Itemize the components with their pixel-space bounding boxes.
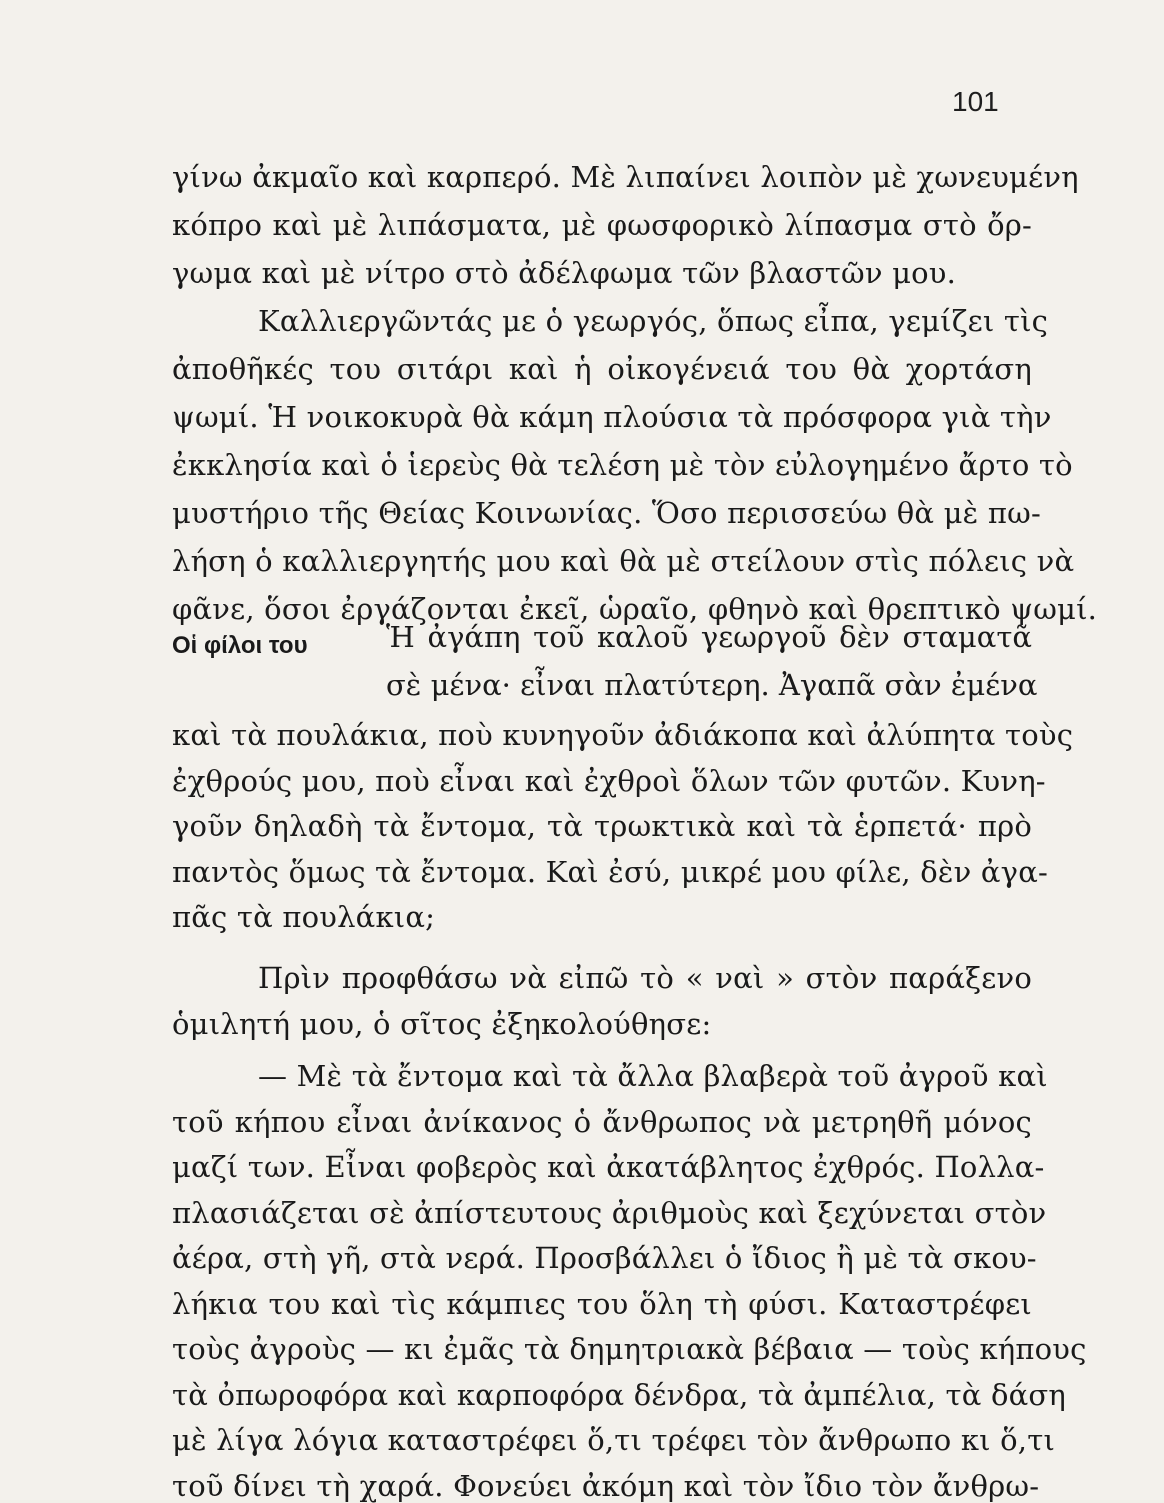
text-line: λήκια του καὶ τὶς κάμπιες του ὅλη τὴ φύσι. Καταστρέφει	[172, 1287, 1032, 1321]
text-line: καὶ τὰ πουλάκια, ποὺ κυνηγοῦν ἀδιάκοπα καὶ ἀλύπητα τοὺς	[172, 718, 1074, 752]
text-line: τὰ ὀπωροφόρα καὶ καρποφόρα δένδρα, τὰ ἀμπέλια, τὰ δάση	[172, 1378, 1066, 1412]
text-line: Ἡ ἀγάπη τοῦ καλοῦ γεωργοῦ δὲν σταματᾶ	[386, 620, 1032, 654]
text-line: ψωμί. Ἡ νοικοκυρὰ θὰ κάμη πλούσια τὰ πρόσφορα γιὰ τὴν	[172, 400, 1052, 434]
text-line: γοῦν δηλαδὴ τὰ ἔντομα, τὰ τρωκτικὰ καὶ τὰ ἑρπετά· πρὸ	[172, 809, 1032, 843]
text-line: πᾶς τὰ πουλάκια;	[172, 900, 436, 934]
text-line: πλασιάζεται σὲ ἀπίστευτους ἀριθμοὺς καὶ ξεχύνεται στὸν	[172, 1196, 1047, 1230]
text-line: μυστήριο τῆς Θείας Κοινωνίας. Ὅσο περισσεύω θὰ μὲ πω-	[172, 496, 1041, 530]
text-line: παντὸς ὅμως τὰ ἔντομα. Καὶ ἐσύ, μικρέ μου φίλε, δὲν ἀγα-	[172, 855, 1048, 889]
text-line: γίνω ἀκμαῖο καὶ καρπερό. Μὲ λιπαίνει λοιπὸν μὲ χωνευμένη	[172, 160, 1079, 194]
text-line: σὲ μένα· εἶναι πλατύτερη. Ἀγαπᾶ σὰν ἐμένα	[386, 668, 1038, 702]
text-line: τοῦ κήπου εἶναι ἀνίκανος ὁ ἄνθρωπος νὰ μετρηθῆ μόνος	[172, 1105, 1032, 1139]
text-line: τοῦ δίνει τὴ χαρά. Φονεύει ἀκόμη καὶ τὸν ἴδιο τὸν ἄνθρω-	[172, 1469, 1040, 1503]
text-line: Καλλιεργῶντάς με ὁ γεωργός, ὅπως εἶπα, γεμίζει τὶς	[258, 304, 1049, 338]
text-line: Πρὶν προφθάσω νὰ εἰπῶ τὸ « ναὶ » στὸν παράξενο	[258, 961, 1032, 995]
text-line: γωμα καὶ μὲ νίτρο στὸ ἀδέλφωμα τῶν βλαστῶν μου.	[172, 256, 957, 290]
text-line: κόπρο καὶ μὲ λιπάσματα, μὲ φωσφορικὸ λίπασμα στὸ ὄρ-	[172, 208, 1032, 242]
text-line: λήση ὁ καλλιεργητής μου καὶ θὰ μὲ στείλουν στὶς πόλεις νὰ	[172, 544, 1075, 578]
text-line: φᾶνε, ὅσοι ἐργάζονται ἐκεῖ, ὡραῖο, φθηνὸ καὶ θρεπτικὸ ψωμί.	[172, 592, 1098, 626]
text-line: ἐχθρούς μου, ποὺ εἶναι καὶ ἐχθροὶ ὅλων τῶν φυτῶν. Κυνη-	[172, 764, 1046, 798]
text-line: μαζί των. Εἶναι φοβερὸς καὶ ἀκατάβλητος ἐχθρός. Πολλα-	[172, 1150, 1045, 1184]
text-line: ἀποθῆκές του σιτάρι καὶ ἡ οἰκογένειά του θὰ χορτάση	[172, 352, 1032, 386]
margin-heading: Οἱ φίλοι του	[172, 632, 308, 659]
text-line: ἀέρα, στὴ γῆ, στὰ νερά. Προσβάλλει ὁ ἴδιος ἢ μὲ τὰ σκου-	[172, 1241, 1037, 1275]
text-line: μὲ λίγα λόγια καταστρέφει ὅ,τι τρέφει τὸν ἄνθρωπο κι ὅ,τι	[172, 1423, 1056, 1457]
text-line: ὁμιλητή μου, ὁ σῖτος ἐξηκολούθησε:	[172, 1007, 712, 1041]
page-number: 101	[952, 86, 999, 117]
text-line: — Μὲ τὰ ἔντομα καὶ τὰ ἄλλα βλαβερὰ τοῦ ἀγροῦ καὶ	[258, 1059, 1048, 1093]
text-line: ἐκκλησία καὶ ὁ ἱερεὺς θὰ τελέση μὲ τὸν εὐλογημένο ἄρτο τὸ	[172, 448, 1073, 482]
text-line: τοὺς ἀγροὺς — κι ἐμᾶς τὰ δημητριακὰ βέβαια — τοὺς κήπους	[172, 1332, 1087, 1366]
